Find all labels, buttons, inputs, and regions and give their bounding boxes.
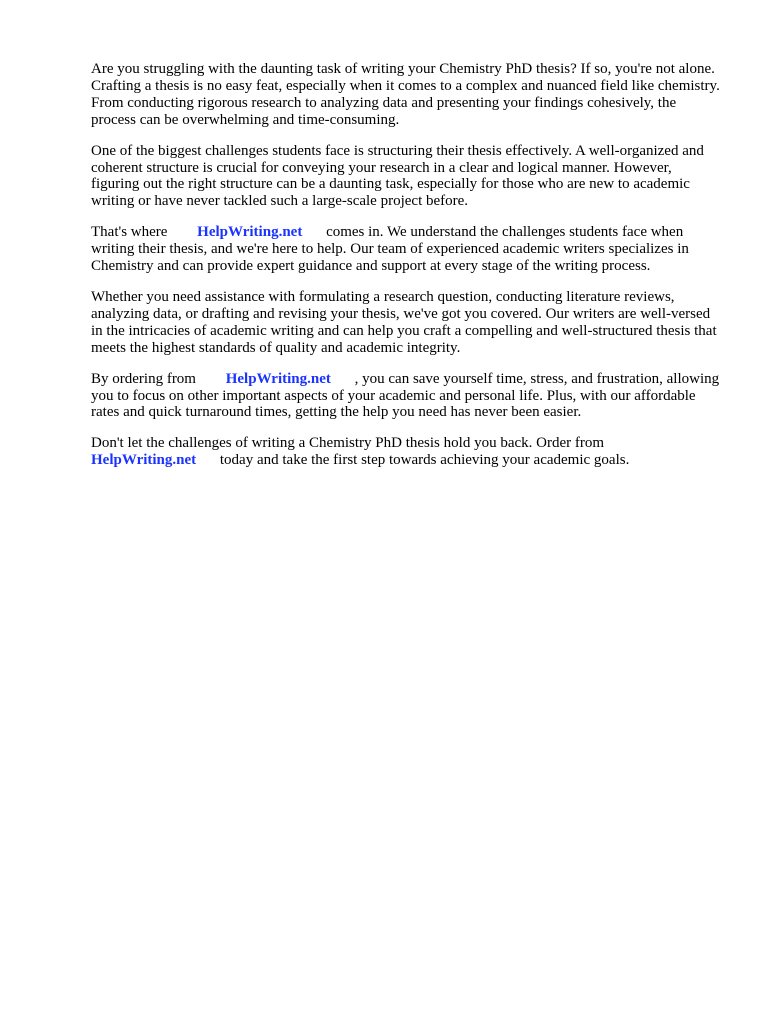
document-body: [91, 61, 723, 483]
helpwriting-link-3[interactable]: HelpWriting.net: [91, 452, 197, 469]
paragraph-structure-text: One of the biggest challenges students face is structuring their thesis effectively. A well-organized and coherent structure is crucial for conveying your research in a clear and logical manner. However, figuring out the right structure can be a daunting task, especially for those who are new to academic writing or have never tackled such a large-scale project before.: [91, 142, 704, 210]
helpwriting-link-2[interactable]: HelpWriting.net: [225, 370, 331, 387]
paragraph-structure: [91, 143, 723, 211]
paragraph-assistance-text: Whether you need assistance with formulating a research question, conducting literature reviews, analyzing data, or drafting and revising your thesis, we've got you covered. Our writers are well-versed in the intricacies of academic writing and can help you craft a compelling and well-structured thesis that meets the highest standards of quality and academic integrity.: [91, 288, 717, 356]
paragraph-ordering: [91, 371, 723, 422]
paragraph-intro-text: Are you struggling with the daunting task of writing your Chemistry PhD thesis? If so, you're not alone. Crafting a thesis is no easy feat, especially when it comes to a complex and nuanced field like chemistry. From conducting rigorous research to analyzing data and presenting your findings cohesively, the process can be overwhelming and time-consuming.: [91, 61, 720, 128]
paragraph-helpwriting: [91, 224, 723, 275]
paragraph-helpwriting-lead: That's where: [91, 224, 168, 241]
paragraph-closing-lead: Don't let the challenges of writing a Chemistry PhD thesis hold you back. Order from: [91, 435, 605, 452]
paragraph-closing-rest: today and take the first step towards achieving your academic goals.: [219, 452, 630, 469]
paragraph-intro: [91, 61, 723, 129]
paragraph-ordering-lead: By ordering from: [91, 370, 196, 387]
paragraph-ordering-rest: , you can save yourself time, stress, and frustration, allowing you to focus on other important aspects of your academic and personal life. Plus, with our affordable rates and quick turnaround times, getting the help you need has never been easier.: [91, 370, 720, 421]
paragraph-assistance: [91, 289, 723, 357]
paragraph-closing: [91, 435, 723, 469]
paragraph-helpwriting-rest: comes in. We understand the challenges students face when writing their thesis, and we're here to help. Our team of experienced academic writers specializes in Chemistry and can provide expert guidance and support at every stage of the writing process.: [91, 224, 689, 275]
helpwriting-link-1[interactable]: HelpWriting.net: [197, 224, 303, 241]
